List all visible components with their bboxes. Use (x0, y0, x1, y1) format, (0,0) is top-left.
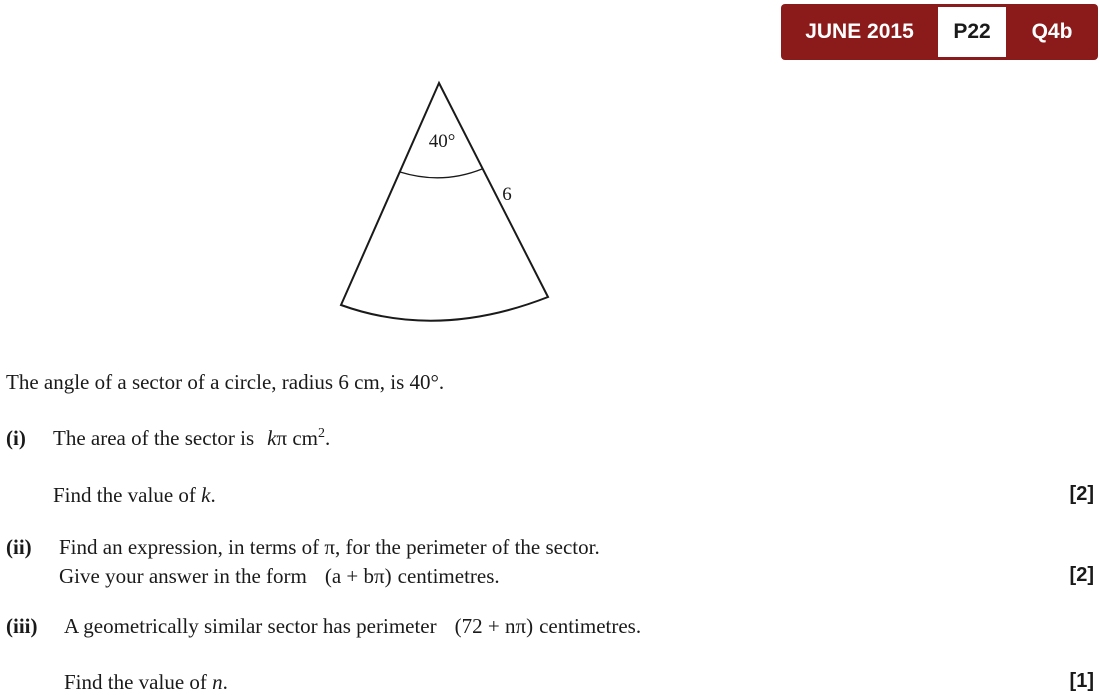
var-k: k (267, 426, 277, 450)
full-stop: . (222, 670, 228, 694)
part-iii-text: A geometrically similar sector has perimeter (64, 614, 437, 638)
part-i-find (53, 483, 216, 508)
full-stop: . (325, 426, 331, 450)
part-ii-line2 (59, 564, 500, 589)
paper-number: P22 (938, 7, 1006, 57)
part-iii-perimeter-expression: (72 + nπ) (454, 614, 534, 638)
part-ii-form-expression: (a + bπ) (324, 564, 392, 588)
part-ii-text: Find an expression, in terms of π, for the perimeter of the sector. (59, 535, 600, 559)
question-number: Q4b (1031, 20, 1073, 43)
full-stop: . (210, 483, 216, 507)
find-text: Find the value of (64, 670, 213, 694)
unit-cm: cm (287, 426, 318, 450)
part-ii-line1 (6, 535, 600, 560)
part-iii-find (64, 670, 228, 695)
part-ii-units: centimetres. (397, 564, 500, 588)
pi-symbol: π (276, 426, 288, 450)
question-reference-badge (781, 4, 1098, 60)
part-iii-number: (iii) (6, 614, 38, 638)
part-ii-marks: [2] (1069, 564, 1094, 586)
part-i-marks: [2] (1069, 483, 1094, 505)
part-i-line (6, 426, 330, 451)
part-ii-form-text: Give your answer in the form (59, 564, 307, 588)
part-iii-marks: [1] (1069, 670, 1094, 692)
angle-arc (400, 169, 482, 178)
power-2: 2 (318, 426, 325, 441)
part-iii-units: centimetres. (539, 614, 642, 638)
sector-diagram (330, 75, 560, 337)
part-i-text: The area of the sector is (53, 426, 255, 450)
part-i-number: (i) (6, 426, 26, 450)
var-k: k (201, 483, 211, 507)
question-intro: The angle of a sector of a circle, radius 6 cm, is 40°. (6, 370, 445, 394)
radius-label: 6 (502, 184, 512, 205)
part-i-expression (267, 426, 330, 450)
part-iii-line1 (6, 614, 641, 639)
part-ii-number: (ii) (6, 535, 32, 559)
sector-outline (341, 83, 548, 321)
var-n: n (212, 670, 223, 694)
angle-label: 40° (428, 131, 456, 152)
exam-date: JUNE 2015 (805, 20, 914, 43)
find-text: Find the value of (53, 483, 202, 507)
